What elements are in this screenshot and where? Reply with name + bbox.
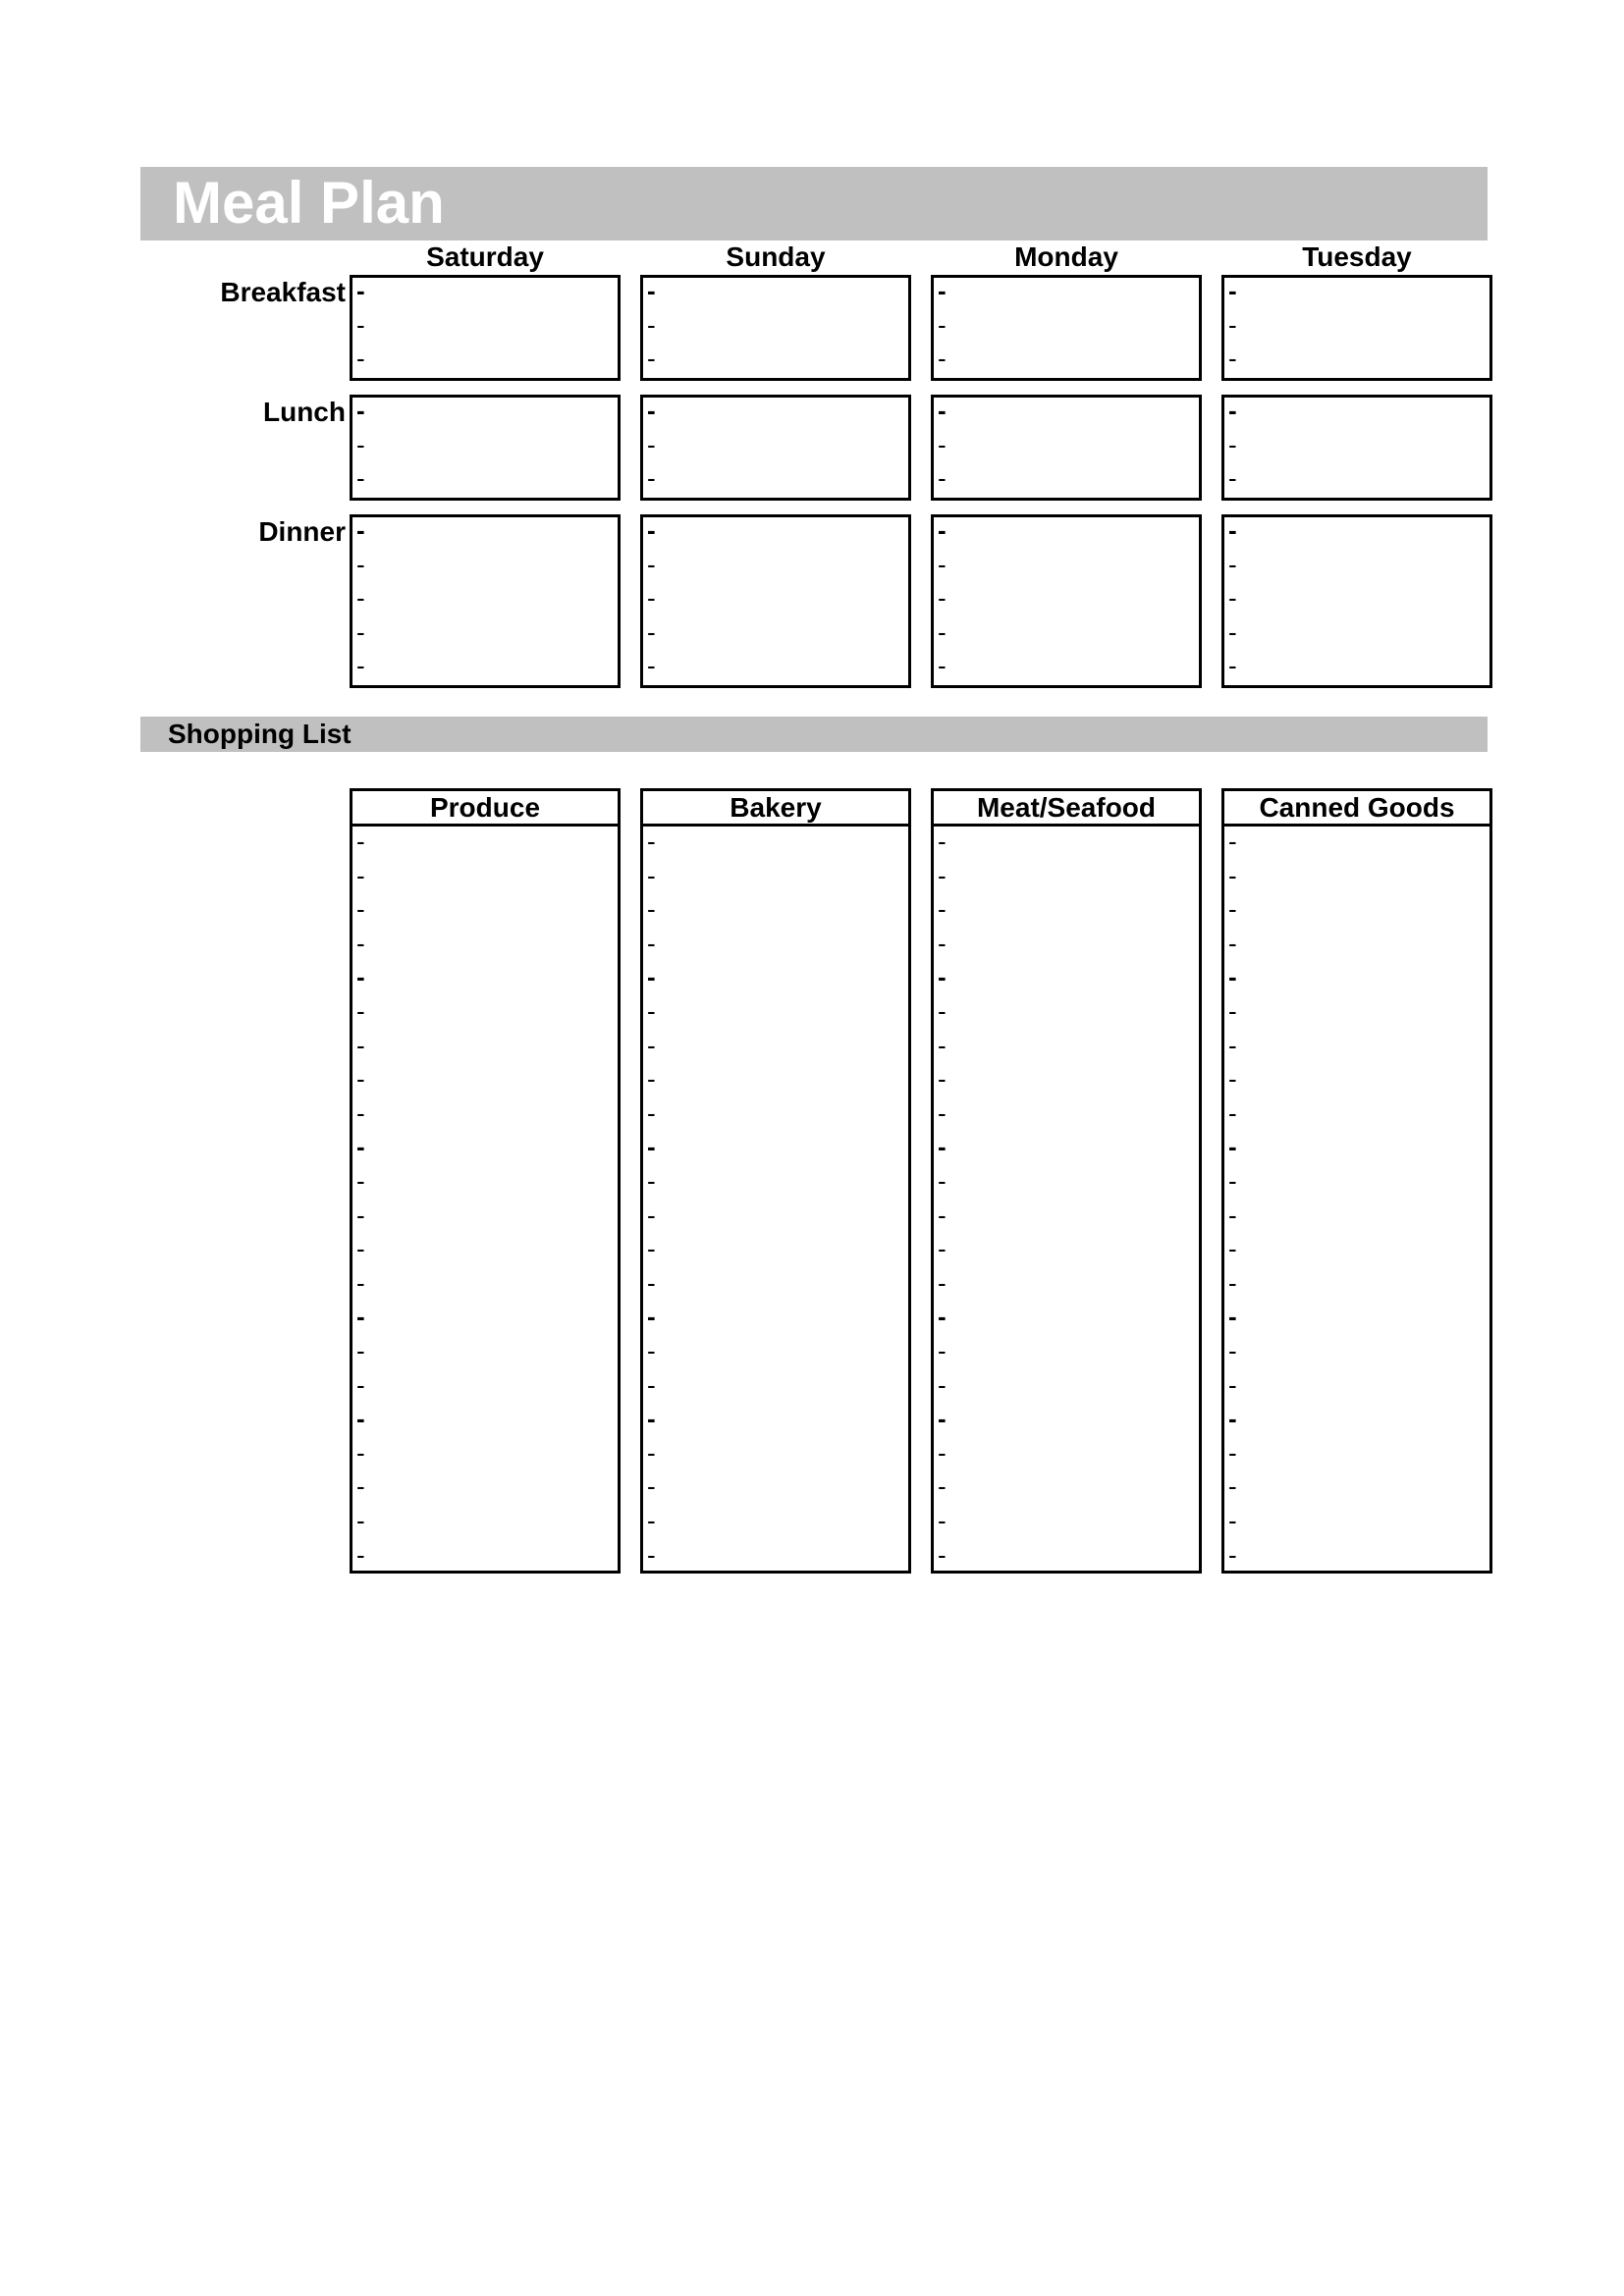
entry-bullet: - [356,396,365,425]
entry-bullet: - [647,344,656,373]
shopping-item-bullet[interactable]: - [938,894,947,925]
meal-label-0: Breakfast [220,277,346,307]
shopping-column [640,788,911,1574]
shopping-item-bullet[interactable]: - [938,928,947,958]
title-bar [140,167,1488,240]
entry-bullet: - [938,515,947,545]
shopping-item-bullet[interactable]: - [647,1437,656,1468]
shopping-item-bullet[interactable]: - [938,1097,947,1128]
entry-bullet: - [356,276,365,305]
shopping-item-bullet[interactable]: - [1228,1506,1237,1535]
shopping-item-bullet[interactable]: - [356,1506,365,1535]
entry-bullet: - [647,515,656,545]
shopping-item-bullet[interactable]: - [647,1166,656,1196]
page-title: Meal Plan [173,170,445,236]
shopping-item-bullet[interactable]: - [647,1097,656,1128]
shopping-item-bullet[interactable]: - [647,827,656,856]
shopping-item-bullet[interactable]: - [356,860,365,890]
shopping-item-bullet[interactable]: - [647,1369,656,1400]
shopping-item-bullet[interactable]: - [1228,1539,1237,1570]
shopping-item-bullet[interactable]: - [356,1437,365,1468]
entry-bullet: - [356,651,365,680]
shopping-item-bullet[interactable]: - [1228,827,1237,856]
day-header-0: Saturday [426,241,544,272]
shopping-item-bullet[interactable]: - [356,1369,365,1400]
entry-bullet: - [647,276,656,305]
shopping-item-bullet[interactable]: - [356,1267,365,1298]
shopping-column [350,788,621,1574]
shopping-item-bullet[interactable]: - [1228,1437,1237,1468]
shopping-item-bullet[interactable]: - [356,1404,365,1434]
shopping-item-bullet[interactable]: - [356,1030,365,1060]
shopping-item-bullet[interactable]: - [1228,1302,1237,1332]
entry-bullet: - [356,463,365,493]
shopping-item-bullet[interactable]: - [1228,928,1237,958]
entry-bullet: - [1228,549,1237,579]
entry-bullet: - [1228,651,1237,680]
shopping-item-bullet[interactable]: - [356,928,365,958]
day-header-1: Sunday [726,241,826,272]
shopping-item-bullet[interactable]: - [647,928,656,958]
shopping-item-bullet[interactable]: - [1228,1369,1237,1400]
meal-cell[interactable] [640,395,911,501]
entry-bullet: - [1228,429,1237,459]
shopping-item-bullet[interactable]: - [356,1302,365,1332]
meal-cell[interactable] [931,514,1202,688]
entry-bullet: - [938,463,947,493]
shopping-item-bullet[interactable]: - [356,996,365,1026]
shopping-item-bullet[interactable]: - [938,962,947,992]
shopping-item-bullet[interactable]: - [647,1336,656,1365]
entry-bullet: - [1228,396,1237,425]
shopping-item-bullet[interactable]: - [938,860,947,890]
shopping-item-bullet[interactable]: - [647,1404,656,1434]
shopping-item-bullet[interactable]: - [647,996,656,1026]
meal-cell[interactable] [931,275,1202,381]
entry-bullet: - [1228,344,1237,373]
entry-bullet: - [647,429,656,459]
shopping-item-bullet[interactable]: - [1228,996,1237,1026]
shopping-item-bullet[interactable]: - [356,1234,365,1264]
shopping-item-bullet[interactable]: - [356,1336,365,1365]
shopping-item-bullet[interactable]: - [1228,1234,1237,1264]
shopping-item-bullet[interactable]: - [938,1369,947,1400]
shopping-item-bullet[interactable]: - [1228,1064,1237,1095]
shopping-item-bullet[interactable]: - [356,1200,365,1230]
entry-bullet: - [647,549,656,579]
shopping-item-bullet[interactable]: - [356,962,365,992]
meal-label-1: Lunch [263,397,346,427]
entry-bullet: - [938,396,947,425]
entry-bullet: - [938,583,947,613]
shopping-item-bullet[interactable]: - [356,1539,365,1570]
entry-bullet: - [356,429,365,459]
shopping-item-bullet[interactable]: - [647,860,656,890]
shopping-item-bullet[interactable]: - [1228,1267,1237,1298]
shopping-item-bullet[interactable]: - [356,827,365,856]
shopping-item-bullet[interactable]: - [938,1302,947,1332]
shopping-item-bullet[interactable]: - [356,1471,365,1502]
shopping-item-bullet[interactable]: - [647,1302,656,1332]
shopping-item-bullet[interactable]: - [1228,894,1237,925]
day-header-2: Monday [1014,241,1118,272]
entry-bullet: - [1228,463,1237,493]
entry-bullet: - [356,583,365,613]
meal-cell[interactable] [350,275,621,381]
meal-cell[interactable] [1221,395,1492,501]
meal-cell[interactable] [350,514,621,688]
meal-cell[interactable] [640,275,911,381]
shopping-item-bullet[interactable]: - [938,1200,947,1230]
shopping-category-header: Canned Goods [1224,791,1489,827]
shopping-item-bullet[interactable]: - [938,1267,947,1298]
shopping-item-bullet[interactable]: - [647,1200,656,1230]
shopping-item-bullet[interactable]: - [1228,1097,1237,1128]
shopping-list-title: Shopping List [168,719,352,749]
meal-cell[interactable] [1221,275,1492,381]
entry-bullet: - [938,651,947,680]
shopping-item-bullet[interactable]: - [647,1132,656,1162]
shopping-item-bullet[interactable]: - [356,1166,365,1196]
entry-bullet: - [1228,276,1237,305]
shopping-item-bullet[interactable]: - [647,962,656,992]
entry-bullet: - [938,616,947,647]
entry-bullet: - [647,396,656,425]
shopping-item-bullet[interactable]: - [938,1166,947,1196]
shopping-item-bullet[interactable]: - [647,1506,656,1535]
shopping-item-bullet[interactable]: - [1228,1336,1237,1365]
meal-cell[interactable] [931,395,1202,501]
entry-bullet: - [938,276,947,305]
entry-bullet: - [938,344,947,373]
shopping-item-bullet[interactable]: - [938,1336,947,1365]
shopping-item-bullet[interactable]: - [356,894,365,925]
shopping-item-bullet[interactable]: - [938,1064,947,1095]
shopping-item-bullet[interactable]: - [356,1132,365,1162]
shopping-column [931,788,1202,1574]
shopping-item-bullet[interactable]: - [1228,1132,1237,1162]
entry-bullet: - [938,549,947,579]
shopping-item-bullet[interactable]: - [647,1267,656,1298]
entry-bullet: - [647,463,656,493]
shopping-item-bullet[interactable]: - [938,827,947,856]
shopping-item-bullet[interactable]: - [938,1404,947,1434]
shopping-item-bullet[interactable]: - [647,894,656,925]
entry-bullet: - [356,309,365,340]
shopping-item-bullet[interactable]: - [938,1539,947,1570]
entry-bullet: - [647,616,656,647]
shopping-item-bullet[interactable]: - [1228,1030,1237,1060]
shopping-column [1221,788,1492,1574]
shopping-item-bullet[interactable]: - [356,1064,365,1095]
shopping-category-header: Bakery [643,791,908,827]
entry-bullet: - [938,309,947,340]
shopping-item-bullet[interactable]: - [938,1030,947,1060]
entry-bullet: - [1228,309,1237,340]
shopping-category-header: Meat/Seafood [934,791,1199,827]
entry-bullet: - [647,309,656,340]
meal-cell[interactable] [1221,514,1492,688]
shopping-item-bullet[interactable]: - [938,1506,947,1535]
meal-label-2: Dinner [258,516,346,547]
meal-cell[interactable] [350,395,621,501]
entry-bullet: - [1228,515,1237,545]
entry-bullet: - [356,616,365,647]
shopping-item-bullet[interactable]: - [1228,1471,1237,1502]
shopping-item-bullet[interactable]: - [1228,860,1237,890]
entry-bullet: - [647,583,656,613]
entry-bullet: - [1228,583,1237,613]
entry-bullet: - [647,651,656,680]
shopping-item-bullet[interactable]: - [647,1064,656,1095]
shopping-item-bullet[interactable]: - [1228,1200,1237,1230]
day-header-3: Tuesday [1302,241,1412,272]
shopping-item-bullet[interactable]: - [647,1471,656,1502]
shopping-list-bar [140,717,1488,752]
entry-bullet: - [356,344,365,373]
shopping-item-bullet[interactable]: - [647,1539,656,1570]
meal-cell[interactable] [640,514,911,688]
entry-bullet: - [1228,616,1237,647]
shopping-item-bullet[interactable]: - [1228,962,1237,992]
shopping-item-bullet[interactable]: - [938,996,947,1026]
entry-bullet: - [938,429,947,459]
shopping-item-bullet[interactable]: - [356,1097,365,1128]
shopping-item-bullet[interactable]: - [1228,1166,1237,1196]
shopping-category-header: Produce [352,791,618,827]
shopping-item-bullet[interactable]: - [1228,1404,1237,1434]
shopping-item-bullet[interactable]: - [938,1437,947,1468]
shopping-item-bullet[interactable]: - [647,1234,656,1264]
shopping-item-bullet[interactable]: - [938,1234,947,1264]
shopping-item-bullet[interactable]: - [647,1030,656,1060]
shopping-item-bullet[interactable]: - [938,1132,947,1162]
entry-bullet: - [356,549,365,579]
shopping-item-bullet[interactable]: - [938,1471,947,1502]
entry-bullet: - [356,515,365,545]
